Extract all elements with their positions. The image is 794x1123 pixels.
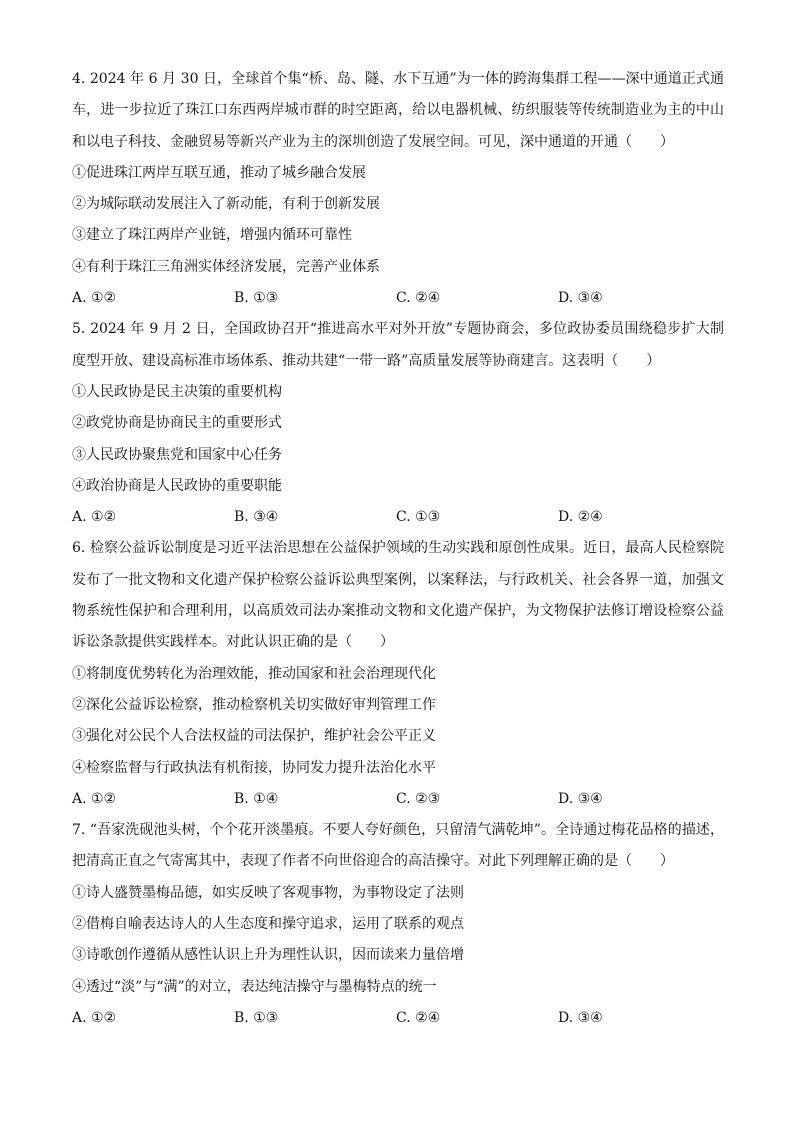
option-a: A. ①② [72, 290, 117, 307]
question-stem: 4. 2024 年 6 月 30 日，全球首个集“桥、岛、隧、水下互通”为一体的跨海集群工程——深中通道正式通车，进一步拉近了珠江口东西两岸城市群的时空距离，给以电器机械、纺织服装等传统制造业为主的中山和以电子科技、金融贸易等新兴产业为主的深圳创造了发展空间。可见，深中通道的开通（ ） [72, 71, 724, 150]
option-b: B. ①③ [234, 1009, 279, 1026]
question-stem: 7. “吾家洗砚池头树，个个花开淡墨痕。不要人夸好颜色，只留清气满乾坤”。全诗通过梅花品格的描述，把清高正直之气寄寓其中，表现了作者不向世俗迎合的高洁操守。对此下列理解正确的是（ ） [72, 822, 724, 870]
question-7 [72, 815, 724, 1034]
statement-4: ④检察监督与行政执法有机衔接，协同发力提升法治化水平 [72, 759, 436, 776]
option-c: C. ①③ [396, 509, 441, 526]
question-stem: 6. 检察公益诉讼制度是习近平法治思想在公益保护领域的生动实践和原创性成果。近日，最高人民检察院发布了一批文物和文化遗产保护检察公益诉讼典型案例，以案释法，与行政机关、社会各界一道，加强文物系统性保护和合理利用，以高质效司法办案推动文物和文化遗产保护，为文物保护法修订增设检察公益诉讼条款提供实践样本。对此认识正确的是（ ） [72, 540, 724, 651]
statement-2: ②深化公益诉讼检察，推动检察机关切实做好审判管理工作 [72, 696, 436, 713]
option-c: C. ②④ [396, 290, 441, 307]
statement-2: ②借梅自喻表达诗人的人生态度和操守追求，运用了联系的观点 [72, 916, 464, 933]
option-d: D. ②④ [558, 509, 603, 526]
option-b: B. ③④ [234, 509, 279, 526]
question-stem: 5. 2024 年 9 月 2 日，全国政协召开“推进高水平对外开放”专题协商会，多位政协委员围绕稳步扩大制度型开放、建设高标准市场体系、推动共建“一带一路”高质量发展等协商建言。这表明（ ） [72, 321, 724, 369]
answer-options [72, 1003, 724, 1034]
option-c: C. ②④ [396, 1009, 441, 1026]
option-a: A. ①② [72, 509, 117, 526]
question-5 [72, 314, 724, 533]
statement-3: ③诗歌创作遵循从感性认识上升为理性认识，因而读来力量倍增 [72, 947, 464, 964]
option-a: A. ①② [72, 790, 117, 807]
statement-1: ①人民政协是民主决策的重要机构 [72, 383, 282, 400]
answer-options [72, 283, 724, 314]
option-d: D. ③④ [558, 290, 603, 307]
statement-4: ④透过“淡”与“满”的对立，表达纯洁操守与墨梅特点的统一 [72, 978, 437, 995]
statement-2: ②为城际联动发展注入了新动能，有利于创新发展 [72, 196, 380, 213]
exam-page [72, 64, 724, 1034]
answer-options [72, 502, 724, 533]
statement-4: ④有利于珠江三角洲实体经济发展，完善产业体系 [72, 258, 380, 275]
statement-3: ③人民政协聚焦党和国家中心任务 [72, 446, 282, 463]
statement-1: ①诗人盛赞墨梅品德，如实反映了客观事物，为事物设定了法则 [72, 884, 464, 901]
statement-1: ①将制度优势转化为治理效能，推动国家和社会治理现代化 [72, 665, 436, 682]
option-a: A. ①② [72, 1009, 117, 1026]
answer-options [72, 784, 724, 815]
statement-2: ②政党协商是协商民主的重要形式 [72, 415, 282, 432]
option-c: C. ②③ [396, 790, 441, 807]
statement-3: ③建立了珠江两岸产业链，增强内循环可靠性 [72, 227, 352, 244]
option-b: B. ①④ [234, 790, 279, 807]
option-d: D. ③④ [558, 790, 603, 807]
statement-4: ④政治协商是人民政协的重要职能 [72, 477, 282, 494]
statement-1: ①促进珠江两岸互联互通，推动了城乡融合发展 [72, 164, 366, 181]
statement-3: ③强化对公民个人合法权益的司法保护，维护社会公平正义 [72, 728, 436, 745]
question-6 [72, 533, 724, 815]
option-d: D. ③④ [558, 1009, 603, 1026]
question-4 [72, 64, 724, 314]
option-b: B. ①③ [234, 290, 279, 307]
